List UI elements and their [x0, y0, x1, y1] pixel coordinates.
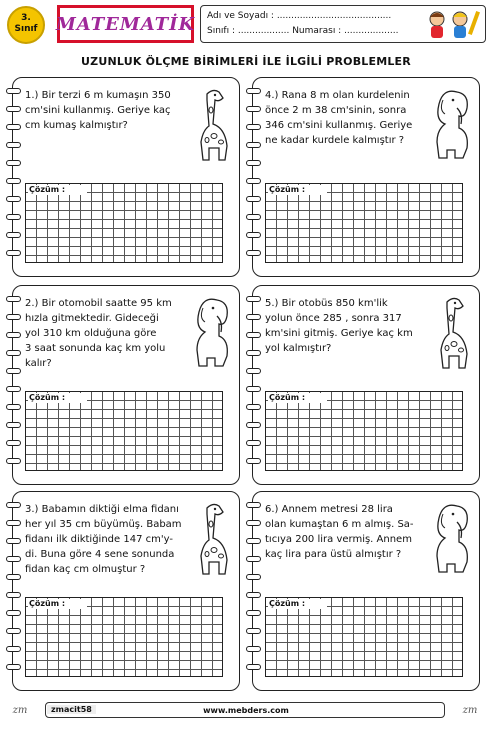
problem-line: kaç lira para üstü almıştır ?	[265, 549, 402, 560]
problem-text	[25, 296, 185, 371]
spiral-ring	[246, 88, 261, 94]
spiral-ring	[246, 196, 261, 202]
spiral-ring	[246, 142, 261, 148]
spiral-ring	[6, 610, 21, 616]
solution-label: Çözüm :	[28, 393, 87, 403]
grade-word: Sınıf	[14, 24, 38, 34]
footer-url[interactable]: www.mebders.com	[203, 706, 289, 715]
right-logo: zm	[462, 705, 478, 716]
problem-lines	[265, 502, 425, 562]
spiral-ring	[246, 610, 261, 616]
spiral-ring	[246, 440, 261, 446]
spiral-ring	[246, 314, 261, 320]
spiral-ring	[246, 296, 261, 302]
solution-grid[interactable]	[25, 391, 223, 471]
problem-line: 346 cm'sini kullanmış. Geriye	[265, 120, 413, 131]
spiral-ring	[6, 314, 21, 320]
problem-line: kalır?	[25, 358, 52, 369]
problem-line: 2.) Bir otomobil saatte 95 km	[25, 298, 172, 309]
solution-label: Çözüm :	[28, 599, 87, 609]
elephant-icon	[429, 498, 475, 578]
problem-line: her yıl 35 cm büyümüş. Babam	[25, 519, 182, 530]
spiral-ring	[6, 404, 21, 410]
elephant-icon	[429, 84, 475, 164]
problem-line: fidan kaç cm olmuştur ?	[25, 564, 146, 575]
spiral-ring	[6, 386, 21, 392]
problem-line: 3 saat sonunda kaç km yolu	[25, 343, 166, 354]
spiral-ring	[6, 592, 21, 598]
spiral-ring	[246, 520, 261, 526]
problem-line: yol kalmıştır?	[265, 343, 332, 354]
problem-card-6	[252, 491, 480, 691]
grade-badge	[7, 6, 45, 44]
solution-label: Çözüm :	[268, 599, 327, 609]
problem-line: fidanı ilk diktiğinde 147 cm'y-	[25, 534, 173, 545]
name-line: Adı ve Soyadı : ........................................	[207, 11, 392, 21]
elephant-icon	[189, 292, 235, 372]
spiral-ring	[246, 556, 261, 562]
problem-line: cm kumaş kalmıştır?	[25, 120, 128, 131]
spiral-ring	[246, 538, 261, 544]
spiral-ring	[6, 88, 21, 94]
footer-tag: zmacit58	[47, 705, 96, 714]
spiral-ring	[6, 142, 21, 148]
solution-grid[interactable]	[265, 391, 463, 471]
problem-text	[265, 88, 425, 148]
spiral-ring	[246, 592, 261, 598]
spiral-ring	[6, 574, 21, 580]
subject-title-box	[57, 5, 194, 43]
solution-grid[interactable]	[25, 597, 223, 677]
spiral-ring	[246, 350, 261, 356]
spiral-ring	[246, 160, 261, 166]
spiral-ring	[6, 296, 21, 302]
spiral-ring	[246, 124, 261, 130]
spiral-ring	[6, 664, 21, 670]
spiral-ring	[246, 178, 261, 184]
spiral-ring	[6, 178, 21, 184]
problem-line: km'sini gitmiş. Geriye kaç km	[265, 328, 413, 339]
spiral-ring	[246, 386, 261, 392]
problem-card-5	[12, 491, 240, 691]
spiral-ring	[246, 422, 261, 428]
spiral-ring	[6, 232, 21, 238]
spiral-ring	[246, 574, 261, 580]
spiral-ring	[6, 422, 21, 428]
spiral-ring	[246, 106, 261, 112]
problem-line: olan kumaştan 6 m almış. Sa-	[265, 519, 414, 530]
spiral-ring	[6, 556, 21, 562]
spiral-ring	[6, 646, 21, 652]
spiral-ring	[6, 106, 21, 112]
worksheet-heading: UZUNLUK ÖLÇME BİRİMLERİ İLE İLGİLİ PROBLEMLER	[81, 55, 411, 68]
spiral-ring	[6, 628, 21, 634]
spiral-ring	[246, 368, 261, 374]
solution-grid[interactable]	[25, 183, 223, 263]
giraffe-icon	[189, 498, 235, 578]
problem-line: 4.) Rana 8 m olan kurdelenin	[265, 90, 410, 101]
problem-card-1	[12, 77, 240, 277]
problem-line: di. Buna göre 4 sene sonunda	[25, 549, 175, 560]
spiral-ring	[246, 628, 261, 634]
problem-line: 3.) Babamın diktiği elma fidanı	[25, 504, 179, 515]
spiral-ring	[6, 250, 21, 256]
class-line: Sınıfı : .................. Numarası : ...................	[207, 26, 399, 36]
spiral-ring	[6, 332, 21, 338]
problem-line: 5.) Bir otobüs 850 km'lik	[265, 298, 388, 309]
solution-label: Çözüm :	[268, 185, 327, 195]
spiral-ring	[6, 350, 21, 356]
spiral-ring	[6, 368, 21, 374]
problem-lines	[265, 88, 425, 148]
problem-line: 6.) Annem metresi 28 lira	[265, 504, 393, 515]
problem-line: cm'sini kullanmış. Geriye kaç	[25, 105, 171, 116]
solution-label: Çözüm :	[28, 185, 87, 195]
spiral-ring	[246, 332, 261, 338]
spiral-ring	[6, 196, 21, 202]
solution-grid[interactable]	[265, 597, 463, 677]
problem-card-3	[12, 285, 240, 485]
problem-lines	[25, 296, 185, 371]
spiral-ring	[6, 458, 21, 464]
spiral-ring	[6, 214, 21, 220]
spiral-ring	[246, 404, 261, 410]
spiral-ring	[6, 160, 21, 166]
spiral-ring	[246, 232, 261, 238]
solution-grid[interactable]	[265, 183, 463, 263]
problem-text	[265, 502, 425, 562]
problem-line: hızla gitmektedir. Gideceği	[25, 313, 159, 324]
spiral-ring	[246, 250, 261, 256]
spiral-ring	[246, 214, 261, 220]
solution-label: Çözüm :	[268, 393, 327, 403]
spiral-ring	[246, 664, 261, 670]
problem-lines	[25, 88, 185, 133]
problem-lines	[25, 502, 185, 577]
problem-line: yolun önce 285 , sonra 317	[265, 313, 402, 324]
spiral-ring	[6, 520, 21, 526]
problem-line: yol 310 km olduğuna göre	[25, 328, 157, 339]
grade-number: 3.	[21, 13, 31, 23]
problem-text	[265, 296, 425, 356]
giraffe-icon	[429, 292, 475, 372]
problem-lines	[265, 296, 425, 356]
problem-card-4	[252, 285, 480, 485]
subject-title: MATEMATİK	[55, 13, 196, 35]
problem-line: önce 2 m 38 cm'sinin, sonra	[265, 105, 407, 116]
problem-text	[25, 502, 185, 577]
problem-line: 1.) Bir terzi 6 m kumaşın 350	[25, 90, 171, 101]
problem-card-2	[252, 77, 480, 277]
spiral-ring	[6, 440, 21, 446]
problem-line: ne kadar kurdele kalmıştır ?	[265, 135, 405, 146]
problem-line: tıcıya 200 lira vermiş. Annem	[265, 534, 412, 545]
spiral-ring	[246, 458, 261, 464]
left-logo: zm	[12, 705, 28, 716]
problem-text	[25, 88, 185, 133]
kids-icon	[420, 7, 482, 41]
giraffe-icon	[189, 84, 235, 164]
spiral-ring	[6, 124, 21, 130]
spiral-ring	[6, 502, 21, 508]
spiral-ring	[246, 502, 261, 508]
spiral-ring	[246, 646, 261, 652]
spiral-ring	[6, 538, 21, 544]
